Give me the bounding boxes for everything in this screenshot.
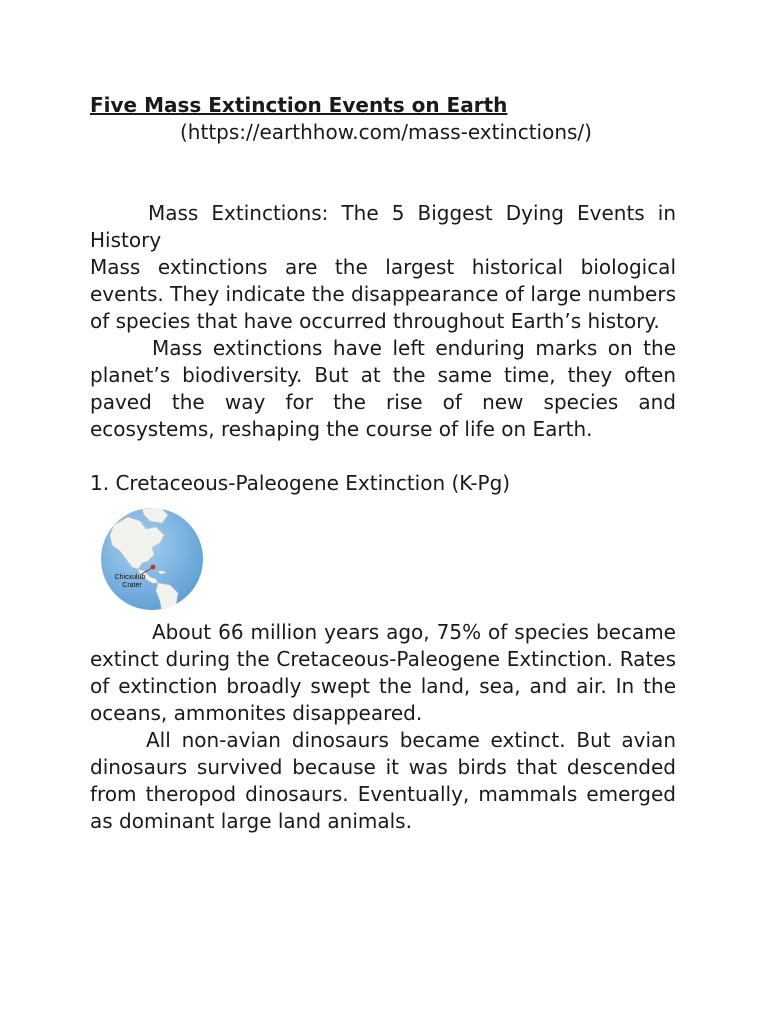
section-paragraph: About 66 million years ago, 75% of species became extinct during the Cretaceous-Paleogene Extinction. Rates of extinction broadly swept the land, sea, and air. In the oceans, ammonites disappeared. bbox=[90, 620, 676, 725]
globe-ocean bbox=[101, 508, 203, 610]
globe-map-icon bbox=[94, 505, 214, 613]
crater-marker bbox=[151, 565, 156, 570]
document-page bbox=[90, 92, 676, 835]
crater-label-line1: Chicxulub bbox=[114, 574, 146, 581]
document-title: Five Mass Extinction Events on Earth bbox=[90, 93, 508, 117]
section-heading: 1. Cretaceous-Paleogene Extinction (K-Pg) bbox=[90, 471, 511, 495]
intro-paragraph: Mass extinctions have left enduring marks on the planet’s biodiversity. But at the same time, they often paved the way for the rise of new species and ecosystems, reshaping the course of life on Earth. bbox=[90, 336, 676, 441]
crater-label-line2: Crater bbox=[122, 582, 142, 589]
intro-paragraph: Mass extinctions are the largest historical biological events. They indicate the disappearance of large numbers of species that have occurred throughout Earth’s history. bbox=[90, 255, 676, 333]
article-heading: Mass Extinctions: The 5 Biggest Dying Events in History bbox=[90, 201, 676, 252]
source-url: (https://earthhow.com/mass-extinctions/) bbox=[180, 120, 592, 144]
chicxulub-globe-figure bbox=[94, 505, 214, 613]
section-paragraph: All non-avian dinosaurs became extinct. But avian dinosaurs survived because it was birds that descended from theropod dinosaurs. Eventually, mammals emerged as dominant large land animals. bbox=[90, 728, 676, 833]
